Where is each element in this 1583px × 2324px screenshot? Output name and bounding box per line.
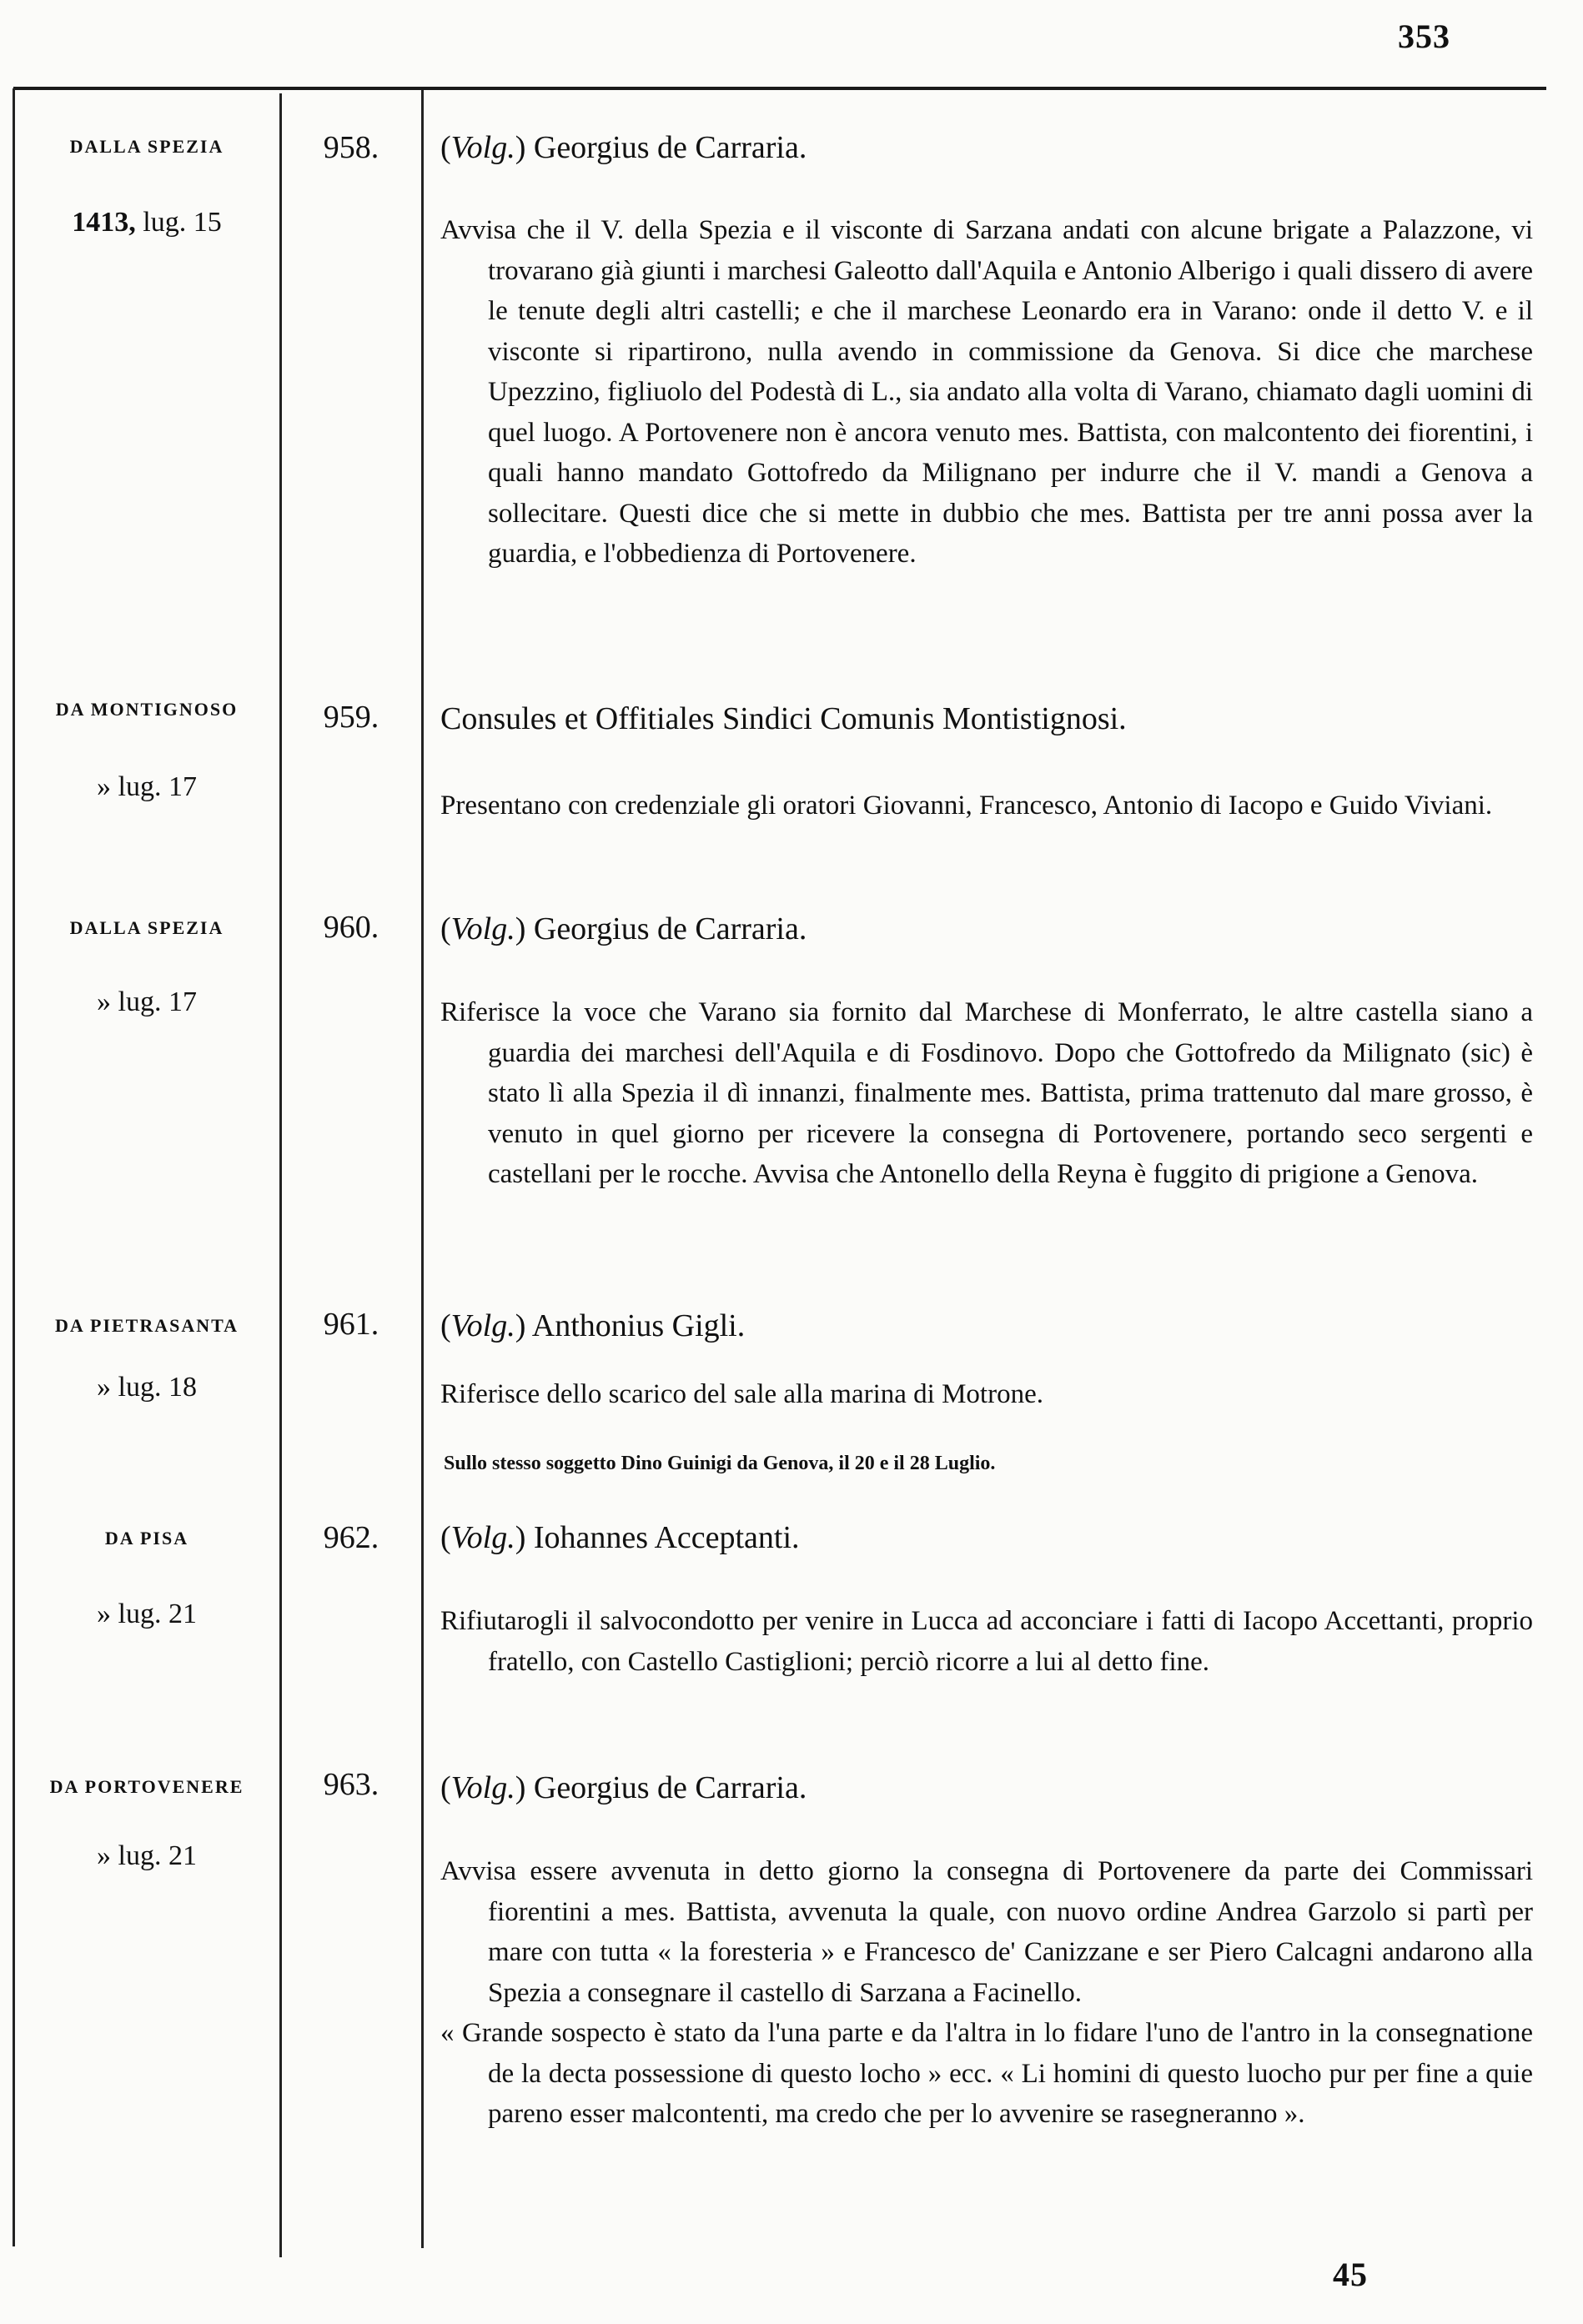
entry-author: (Volg.) Anthonius Gigli. [440,1308,746,1343]
entry-author: (Volg.) Georgius de Carraria. [440,1770,807,1805]
entry-date [17,986,277,1018]
entry-place: DALLA SPEZIA [69,136,224,157]
entry-body [440,210,1533,575]
author-tag: Volg. [450,1520,515,1555]
entry-note: Sullo stesso soggetto Dino Guinigi da Genova, il 20 e il 28 Luglio. [444,1453,996,1474]
entry-number: 961. [323,1307,379,1342]
entry-body [440,1374,1533,1415]
entry-place: DA PIETRASANTA [54,1315,239,1336]
ditto-mark: » [97,986,112,1017]
author-name: Anthonius Gigli. [531,1308,746,1343]
entry-place: DA MONTIGNOSO [55,699,239,720]
entry-quotation: « Grande sospecto è stato da l'una parte e da l'altra in lo fidare l'uno de l'antro in la consegnatione de la decta possessione di questo locho » ecc. « Li homini di questo luocho pur per fine a quie pareno esser malcontenti, ma credo che per lo avvenire se rasegneranno ». [440,2018,1533,2129]
author-name: Georgius de Carraria. [533,1770,807,1805]
entry-author: (Volg.) Iohannes Acceptanti. [440,1520,800,1555]
entry-date [17,771,277,803]
entry-paragraph: Riferisce dello scarico del sale alla marina di Motrone. [440,1379,1043,1409]
entry-number: 963. [323,1767,379,1802]
author-name: Georgius de Carraria. [533,130,807,165]
entry-place: DALLA SPEZIA [69,917,224,938]
entry-number: 962. [323,1520,379,1555]
author-tag: Volg. [450,1770,515,1805]
page-number-bottom: 45 [1333,2256,1368,2293]
page-number-top: 353 [1398,18,1450,55]
entry-paragraph: Avvisa essere avvenuta in detto giorno la consegna di Portovenere da parte dei Commissari fiorentini a mes. Battista, avvenuta la quale, con nuovo ordine Andrea Garzolo si partì per mare con tutta « la foresteria » e Francesco de' Canizzane e ser Piero Calcagni andarono alla Spezia a consegnare il castello di Sarzana a Facinello. [440,1856,1533,2008]
entry-date-value: lug. 18 [118,1372,197,1403]
author-name: Georgius de Carraria. [533,911,807,946]
entry-date-value: lug. 21 [118,1599,197,1629]
ditto-mark: » [97,1599,112,1629]
entry-author: (Volg.) Georgius de Carraria. [440,130,807,165]
entry-date [17,207,277,238]
entry-paragraph: Riferisce la voce che Varano sia fornito dal Marchese di Monferrato, le altre castella siano a guardia dei marchesi dell'Aquila e di Fosdinovo. Dopo che Gottofredo da Milignato (sic) è stato lì alla Spezia il dì innanzi, finalmente mes. Battista, prima trattenuto dal mare grosso, è venuto in quel giorno per ricevere la consegna di Portovenere, portando seco sergenti e castellani per le rocche. Avvisa che Antonello della Reyna è fuggito di prigione a Genova. [440,997,1533,1189]
entry-date [17,1599,277,1630]
entry-body [440,786,1533,826]
entry-date-value: lug. 15 [143,207,222,238]
entry-date [17,1840,277,1872]
entry-body [440,1601,1533,1682]
entry-paragraph: Presentano con credenziale gli oratori Giovanni, Francesco, Antonio di Iacopo e Guido Viviani. [440,791,1493,821]
entry-number: 958. [323,130,379,165]
ditto-mark: » [97,1372,112,1403]
entry-date-value: lug. 17 [118,986,197,1017]
entry-body [440,1851,1533,2135]
entry-place: DA PISA [104,1528,189,1548]
entry-place: DA PORTOVENERE [49,1776,244,1797]
entry-number: 960. [323,910,379,945]
entry-author [440,700,1127,737]
column-divider-date [279,93,282,2257]
entry-author: (Volg.) Georgius de Carraria. [440,911,807,946]
entry-paragraph: Rifiutarogli il salvocondotto per venire in Lucca ad acconciare i fatti di Iacopo Accettanti, proprio fratello, con Castello Castiglioni; perciò ricorre a lui al detto fine. [440,1606,1533,1677]
author-tag: Volg. [450,1308,515,1343]
entry-body [440,992,1533,1195]
ditto-mark: » [97,771,112,802]
author-tag: Volg. [450,911,515,946]
table-top-rule [13,87,1546,90]
author-tag: Volg. [450,130,515,165]
ditto-mark: » [97,1840,112,1871]
entry-number: 959. [323,700,379,735]
column-divider-number [421,90,424,2248]
left-border [13,88,15,2246]
entry-date [17,1372,277,1403]
entry-year: 1413, [72,207,136,238]
author-name: Iohannes Acceptanti. [533,1520,800,1555]
entry-date-value: lug. 17 [118,771,197,802]
entry-paragraph: Avvisa che il V. della Spezia e il visconte di Sarzana andati con alcune brigate a Palazzone, vi trovarano già giunti i marchesi Galeotto dall'Aquila e Antonio Alberigo i quali dissero di avere le tenute degli altri castelli; e che il marchese Leonardo era in Varano: onde il detto V. e il visconte si ripartirono, nulla avendo in commissione da Genova. Si dice che marchese Upezzino, figliuolo del Podestà di L., sia andato alla volta di Varano, chiamato dagli uomini di quel luogo. A Portovenere non è ancora venuto mes. Battista, con malcontento dei fiorentini, i quali hanno mandato Gottofredo da Milignano per indurre che il V. mandi a Genova a sollecitare. Questi dice che si mette in dubbio che mes. Battista per tre anni possa aver la guardia, e l'obbedienza di Portovenere. [440,215,1533,569]
entry-date-value: lug. 21 [118,1840,197,1871]
author-name: Consules et Offitiales Sindici Comunis Montistignosi. [440,701,1127,736]
